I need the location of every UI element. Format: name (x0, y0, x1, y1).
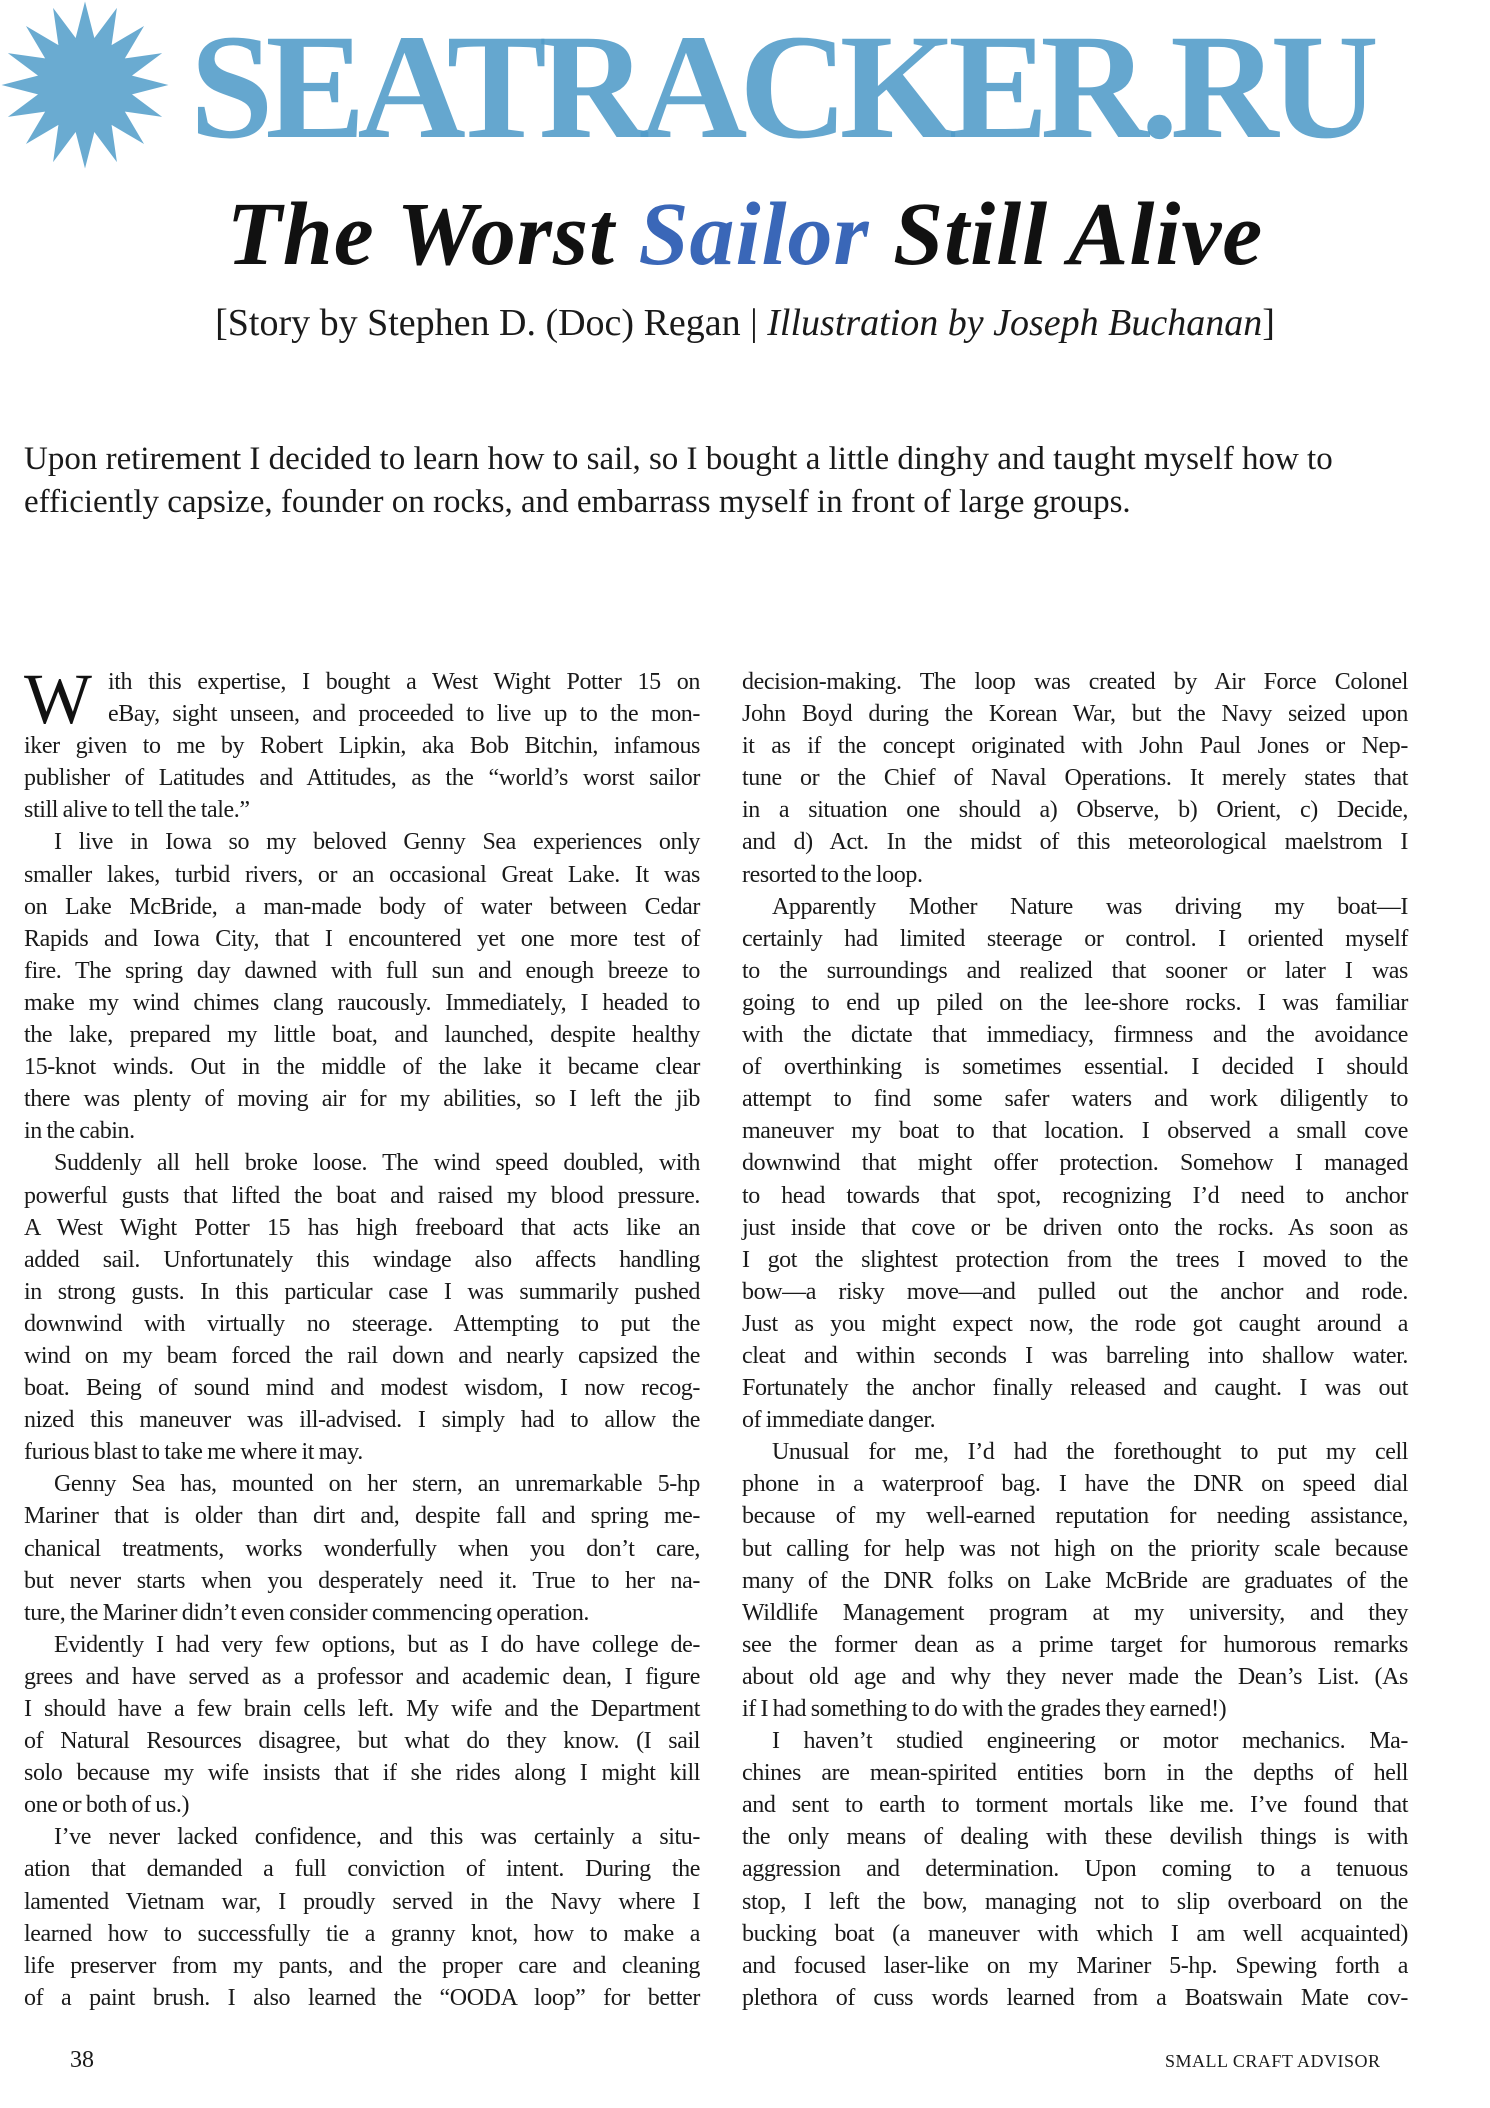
text-line: smaller lakes, turbid rivers, or an occasional Great Lake. It was (24, 861, 700, 888)
text-line: ture, the Mariner didn’t even consider commencing operation. (24, 1599, 590, 1626)
text-line: publisher of Latitudes and Attitudes, as the “world’s worst sailor (24, 765, 700, 792)
text-line: Unusual for me, I’d had the forethought to put my cell (772, 1439, 1408, 1466)
text-line: about old age and why they never made the Dean’s List. (As (742, 1663, 1408, 1690)
text-line: Suddenly all hell broke loose. The wind speed doubled, with (54, 1150, 700, 1177)
text-line: tune or the Chief of Naval Operations. It merely states that (742, 765, 1408, 792)
text-line: in the cabin. (24, 1118, 135, 1145)
text-line: Wildlife Management program at my university, and they (742, 1599, 1408, 1626)
text-line: the lake, prepared my little boat, and launched, despite healthy (24, 1022, 700, 1049)
drop-cap: W (24, 659, 92, 739)
text-line: make my wind chimes clang raucously. Immediately, I headed to (24, 989, 700, 1016)
text-line: if I had something to do with the grades they earned!) (742, 1696, 1227, 1722)
text-line: and d) Act. In the midst of this meteorological maelstrom I (742, 829, 1408, 856)
text-line: to head towards that spot, recognizing I’d need to anchor (742, 1182, 1408, 1209)
article-title (0, 185, 1490, 285)
magazine-name: SMALL CRAFT ADVISOR (1165, 2051, 1381, 2071)
text-line: the only means of dealing with these devilish things is with (742, 1824, 1408, 1851)
text-line: with the dictate that immediacy, firmness and the avoidance (742, 1022, 1408, 1049)
text-line: there was plenty of moving air for my abilities, so I left the jib (24, 1086, 700, 1113)
text-line: Genny Sea has, mounted on her stern, an unremarkable 5-hp (54, 1471, 700, 1498)
title-part-2: Still Alive (869, 185, 1264, 284)
text-line: chines are mean-spirited entities born in the depths of hell (742, 1760, 1408, 1787)
text-line: fire. The spring day dawned with full sun and enough breeze to (24, 957, 700, 984)
text-line: one or both of us.) (24, 1792, 190, 1819)
text-line: downwind that might offer protection. Somehow I managed (742, 1150, 1408, 1177)
text-line: phone in a waterproof bag. I have the DNR on speed dial (742, 1471, 1408, 1498)
text-line: but never starts when you desperately need it. True to her na- (24, 1567, 700, 1594)
text-line: I should have a few brain cells left. My wife and the Department (24, 1696, 700, 1722)
text-line: because of my well-earned reputation for needing assistance, (742, 1503, 1408, 1530)
watermark: SEATRACKER.RU (190, 4, 1371, 170)
text-line: certainly had limited steerage or control. I oriented myself (742, 925, 1408, 952)
text-line: in strong gusts. In this particular case I was summarily pushed (24, 1278, 700, 1305)
text-line: eBay, sight unseen, and proceeded to live up to the mon- (108, 701, 700, 728)
text-line: maneuver my boat to that location. I observed a small cove (742, 1118, 1408, 1145)
intro-deck: Upon retirement I decided to learn how to sail, so I bought a little dinghy and taught myself how to efficiently capsize, founder on rocks, and embarrass myself in front of large groups. (24, 441, 1333, 520)
text-line: Fortunately the anchor finally released and caught. I was out (742, 1375, 1408, 1402)
text-line: bow—a risky move—and pulled out the anchor and rode. (742, 1278, 1408, 1305)
text-line: of Natural Resources disagree, but what do they know. (I sail (24, 1728, 700, 1755)
text-line: decision-making. The loop was created by Air Force Colonel (742, 669, 1408, 695)
title-part-1: The Worst (226, 185, 639, 284)
text-line: to the surroundings and realized that sooner or later I was (742, 957, 1408, 984)
byline-close: ] (1262, 302, 1275, 344)
starburst-watermark-icon (0, 0, 170, 170)
text-line: cleat and within seconds I was barreling into shallow water. (742, 1342, 1408, 1369)
text-line: on Lake McBride, a man-made body of water between Cedar (24, 893, 700, 920)
text-line: and focused laser-like on my Mariner 5-hp. Spewing forth a (742, 1952, 1408, 1979)
text-line: powerful gusts that lifted the boat and raised my blood pressure. (24, 1182, 700, 1209)
text-line: I live in Iowa so my beloved Genny Sea experiences only (54, 829, 700, 856)
text-line: it as if the concept originated with John Paul Jones or Nep- (742, 733, 1408, 760)
text-line: going to end up piled on the lee-shore rocks. I was familiar (742, 989, 1408, 1016)
text-line: stop, I left the bow, managing not to slip overboard on the (742, 1888, 1408, 1915)
title-accent-word: Sailor (638, 185, 870, 284)
text-line: aggression and determination. Upon coming to a tenuous (742, 1856, 1408, 1883)
text-line: 15-knot winds. Out in the middle of the lake it became clear (24, 1054, 700, 1081)
text-line: Apparently Mother Nature was driving my boat—I (772, 893, 1408, 920)
text-line: Rapids and Iowa City, that I encountered yet one more test of (24, 925, 700, 952)
text-line: life preserver from my pants, and the proper care and cleaning (24, 1952, 700, 1979)
text-line: just inside that cove or be driven onto the rocks. As soon as (742, 1214, 1408, 1241)
text-line: I haven’t studied engineering or motor mechanics. Ma- (772, 1728, 1408, 1755)
text-line: and sent to earth to torment mortals like me. I’ve found that (742, 1792, 1408, 1819)
text-line: bucking boat (a maneuver with which I am well acquainted) (742, 1920, 1408, 1947)
text-line: lamented Vietnam war, I proudly served in the Navy where I (24, 1888, 700, 1915)
text-line: Mariner that is older than dirt and, despite fall and spring me- (24, 1503, 700, 1530)
right-column (742, 666, 1408, 2014)
text-line: ith this expertise, I bought a West Wight Potter 15 on (108, 669, 700, 695)
text-line: resorted to the loop. (742, 861, 923, 888)
text-line: but calling for help was not high on the priority scale because (742, 1535, 1408, 1562)
text-line: see the former dean as a prime target for humorous remarks (742, 1631, 1408, 1658)
text-line: downwind with virtually no steerage. Attempting to put the (24, 1310, 700, 1337)
byline-illustration: Illustration by Joseph Buchanan (767, 302, 1263, 344)
text-line: boat. Being of sound mind and modest wisdom, I now recog- (24, 1375, 700, 1402)
text-line: many of the DNR folks on Lake McBride are graduates of the (742, 1567, 1408, 1594)
text-line: Just as you might expect now, the rode got caught around a (742, 1310, 1408, 1337)
text-line: of a paint brush. I also learned the “OODA loop” for better (24, 1984, 700, 2011)
text-line: of immediate danger. (742, 1407, 936, 1434)
text-line: Evidently I had very few options, but as I do have college de- (54, 1631, 700, 1658)
text-line: still alive to tell the tale.” (24, 797, 250, 824)
text-line: A West Wight Potter 15 has high freeboard that acts like an (24, 1214, 700, 1241)
text-line: ation that demanded a full conviction of intent. During the (24, 1856, 700, 1883)
text-line: plethora of cuss words learned from a Boatswain Mate cov- (742, 1984, 1408, 2011)
text-line: John Boyd during the Korean War, but the Navy seized upon (742, 701, 1408, 728)
text-line: of overthinking is sometimes essential. I decided I should (742, 1054, 1408, 1081)
byline (0, 300, 1490, 346)
left-column (24, 659, 700, 2014)
text-line: grees and have served as a professor and academic dean, I figure (24, 1663, 700, 1690)
text-line: solo because my wife insists that if she rides along I might kill (24, 1760, 700, 1787)
text-line: I’ve never lacked confidence, and this was certainly a situ- (54, 1824, 700, 1851)
text-line: wind on my beam forced the rail down and nearly capsized the (24, 1342, 700, 1369)
text-line: chanical treatments, works wonderfully when you don’t care, (24, 1535, 700, 1562)
byline-story: [Story by Stephen D. (Doc) Regan | (215, 302, 768, 344)
text-line: attempt to find some safer waters and work diligently to (742, 1086, 1408, 1113)
page-number: 38 (70, 2047, 94, 2073)
text-line: in a situation one should a) Observe, b) Orient, c) Decide, (742, 797, 1408, 824)
text-line: nized this maneuver was ill-advised. I simply had to allow the (24, 1407, 700, 1434)
text-line: added sail. Unfortunately this windage also affects handling (24, 1246, 700, 1273)
text-line: learned how to successfully tie a granny knot, how to make a (24, 1920, 700, 1947)
text-line: iker given to me by Robert Lipkin, aka Bob Bitchin, infamous (24, 733, 700, 760)
text-line: furious blast to take me where it may. (24, 1439, 363, 1466)
text-line: I got the slightest protection from the trees I moved to the (742, 1246, 1408, 1273)
